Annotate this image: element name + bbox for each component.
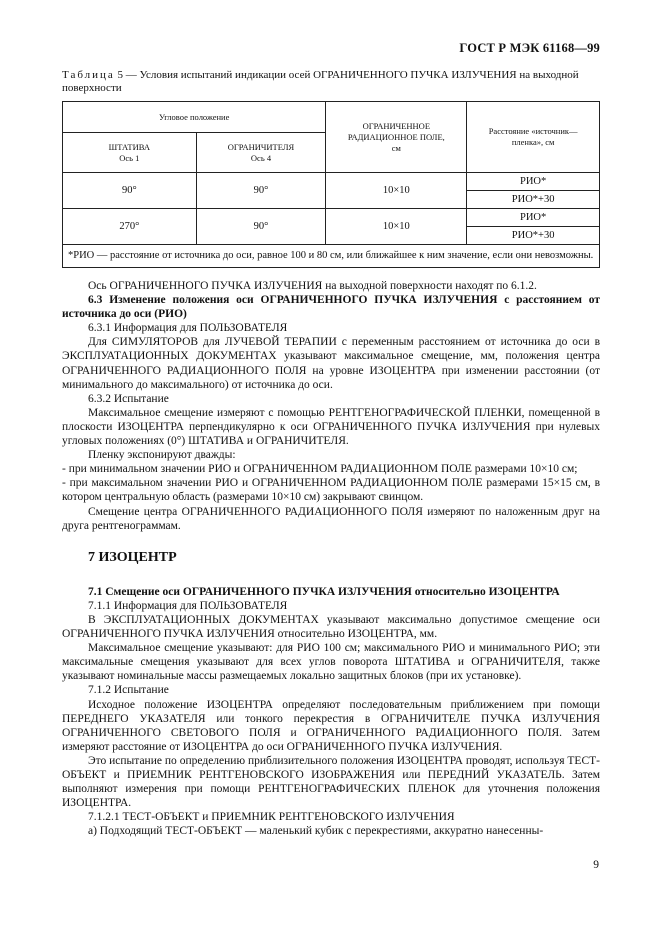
table-cell-distance: РИО* <box>467 173 600 191</box>
paragraph: Пленку экспонируют дважды: <box>88 449 236 462</box>
table-caption <box>62 69 600 95</box>
paragraph: Исходное положение ИЗОЦЕНТРА определяют последовательным приближением при помощи ПЕРЕДНЕГО УКАЗАТЕЛЯ или тонкого перекрестия в ОГРАНИЧИТЕЛЕ ПУЧКА ИЗЛУЧЕНИЯ ОГРАНИЧЕННОГО СВЕТОВОГО ПОЛЯ и ОГРАНИЧЕННОГО РАДИАЦИОННОГО ПОЛЯ. Затем измеряют расстояние от ИЗОЦЕНТРА до оси ОГРАНИЧЕННОГО ПУЧКА ИЗЛУЧЕНИЯ. <box>62 698 600 753</box>
paragraph: Это испытание по определению приблизительного положения ИЗОЦЕНТРА проводят, используя ТЕСТ-ОБЪЕКТ и ПРИЕМНИК РЕНТГЕНОВСКОГО ИЗОБРАЖЕНИЯ или ПЕРЕДНИЙ УКАЗАТЕЛЬ. Затем выполняют измерения при помощи РЕНТГЕНОГРАФИЧЕСКИХ ПЛЕНОК для уточнения положения ИЗОЦЕНТРА. <box>62 754 600 810</box>
table-header-stand <box>63 133 197 173</box>
table-header-limiter <box>196 133 326 173</box>
subsection-heading: 7.1.2.1 ТЕСТ-ОБЪЕКТ и ПРИЕМНИК РЕНТГЕНОВСКОГО ИЗЛУЧЕНИЯ <box>88 811 455 824</box>
paragraph: Смещение центра ОГРАНИЧЕННОГО РАДИАЦИОННОГО ПОЛЯ измеряют по наложенным друг на друга рентгенограммам. <box>62 505 600 532</box>
section-heading-7: 7 ИЗОЦЕНТР <box>88 549 177 565</box>
section-heading-7-1: 7.1 Смещение оси ОГРАНИЧЕННОГО ПУЧКА ИЗЛУЧЕНИЯ относительно ИЗОЦЕНТРА <box>88 585 560 598</box>
table-caption-word: Таблица <box>62 69 115 81</box>
table-cell-field: 10×10 <box>326 209 467 245</box>
table-header-limiter-name: ОГРАНИЧИТЕЛЯ <box>227 141 295 152</box>
table-cell-stand: 270° <box>63 209 197 245</box>
table-cell-distance: РИО*+30 <box>467 227 600 245</box>
subsection-heading: 6.3.2 Испытание <box>88 392 169 405</box>
list-item: - при максимальном значении РИО и ОГРАНИЧЕННОМ РАДИАЦИОННОМ ПОЛЕ размерами 15×15 см, в котором центральную область (размерами 10×10 см) закрывают свинцом. <box>62 477 600 504</box>
paragraph: Для СИМУЛЯТОРОВ для ЛУЧЕВОЙ ТЕРАПИИ с переменным расстоянием от источника до оси в ЭКСПЛУАТАЦИОННЫХ ДОКУМЕНТАХ указывают максимальное смещение, мм, положения центра ОГРАНИЧЕННОГО РАДИАЦИОННОГО ПОЛЯ на уровне ИЗОЦЕНТРА при изменении расстоянии (от минимального до максимального) от источника до оси. <box>62 336 600 391</box>
section-heading-6-3: 6.3 Изменение положения оси ОГРАНИЧЕННОГО ПУЧКА ИЗЛУЧЕНИЯ с расстоянием от источника до оси (РИО) <box>62 294 600 321</box>
paragraph: Максимальное смещение измеряют с помощью РЕНТГЕНОГРАФИЧЕСКОЙ ПЛЕНКИ, помещенной в плоскости ИЗОЦЕНТРА перпендикулярно к оси ОГРАНИЧЕННОГО ПУЧКА ИЗЛУЧЕНИЯ при нулевых угловых положениях (0°) ШТАТИВА и ОГРАНИЧИТЕЛЯ. <box>62 406 600 448</box>
subsection-heading: 7.1.2 Испытание <box>88 684 169 697</box>
test-conditions-table <box>62 101 600 268</box>
table-header-stand-name: ШТАТИВА <box>108 141 150 152</box>
table-cell-limiter: 90° <box>196 173 326 209</box>
page-number: 9 <box>593 859 599 871</box>
table-header-stand-sub: Ось 1 <box>119 152 140 163</box>
paragraph: Ось ОГРАНИЧЕННОГО ПУЧКА ИЗЛУЧЕНИЯ на выходной поверхности находят по 6.1.2. <box>88 280 537 292</box>
document-body <box>62 279 600 838</box>
table-cell-distance: РИО* <box>467 209 600 227</box>
paragraph: а) Подходящий ТЕСТ-ОБЪЕКТ — маленький кубик с перекрестиями, аккуратно нанесенны- <box>88 825 544 838</box>
subsection-heading: 6.3.1 Информация для ПОЛЬЗОВАТЕЛЯ <box>88 322 288 335</box>
table-cell-distance: РИО*+30 <box>467 191 600 209</box>
table-footnote: *РИО — расстояние от источника до оси, равное 100 и 80 см, или ближайшее к ним значение, если они невозможны. <box>63 245 600 268</box>
table-cell-field: 10×10 <box>326 173 467 209</box>
table-cell-stand: 90° <box>63 173 197 209</box>
paragraph: Максимальное смещение указывают: для РИО 100 см; максимального РИО и минимального РИО; эти максимальные смещения указывают для всех углов поворота ШТАТИВА и ОГРАНИЧИТЕЛЯ, также указывают номинальные массы размещаемых локально защитных блоков (при их установке). <box>62 642 600 683</box>
table-header-field: ОГРАНИЧЕННОЕ РАДИАЦИОННОЕ ПОЛЕ, см <box>326 102 467 173</box>
document-header: ГОСТ Р МЭК 61168—99 <box>459 41 600 55</box>
table-caption-text: 5 — Условия испытаний индикации осей ОГРАНИЧЕННОГО ПУЧКА ИЗЛУЧЕНИЯ на выходной поверхности <box>62 69 579 94</box>
table-group-header: Угловое положение <box>63 102 326 133</box>
table-cell-limiter: 90° <box>196 209 326 245</box>
subsection-heading: 7.1.1 Информация для ПОЛЬЗОВАТЕЛЯ <box>88 599 288 612</box>
list-item: - при минимальном значении РИО и ОГРАНИЧЕННОМ РАДИАЦИОННОМ ПОЛЕ размерами 10×10 см; <box>62 463 578 476</box>
table-header-limiter-sub: Ось 4 <box>250 152 272 163</box>
paragraph: В ЭКСПЛУАТАЦИОННЫХ ДОКУМЕНТАХ указывают максимально допустимое смещение оси ОГРАНИЧЕННОГО ПУЧКА ИЗЛУЧЕНИЯ относительно ИЗОЦЕНТРА, мм. <box>62 613 600 641</box>
table-header-distance: Расстояние «источник—пленка», см <box>467 102 600 173</box>
